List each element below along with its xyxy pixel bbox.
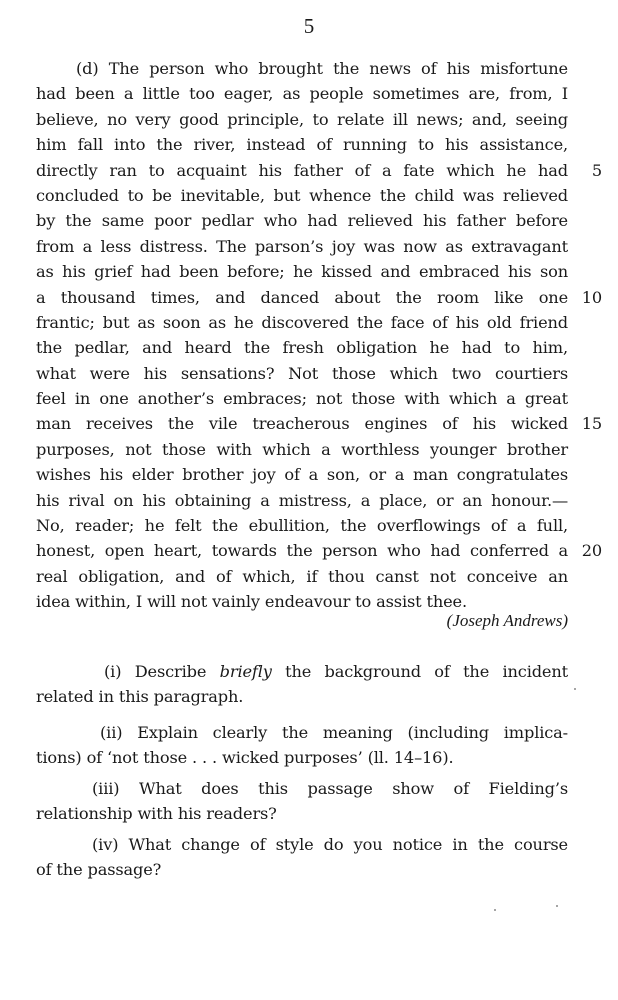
line-number: 15 (581, 414, 602, 434)
passage-line: idea within, I will not vainly endeavour to assist thee. (36, 592, 467, 612)
passage-line: what were his sensations? Not those which two courtiers (36, 363, 568, 383)
passage-line: honest, open heart, towards the person who had conferred a 20 (36, 538, 568, 563)
passage-line: directly ran to acquaint his father of a fate which he had 5 (36, 158, 568, 183)
source-citation: (Joseph Andrews) (446, 611, 568, 630)
scan-speck (556, 905, 558, 907)
line-number: 20 (581, 541, 602, 561)
passage-line: (d) The person who brought the news of his misfortune (76, 59, 568, 78)
passage-line: by the same poor pedlar who had relieved his father before (36, 211, 568, 231)
passage-line: him fall into the river, instead of running to his assistance, (36, 135, 568, 155)
passage-line: feel in one another’s embraces; not those with which a great (36, 389, 568, 409)
question-line: related in this paragraph. (36, 687, 244, 706)
question-line: of the passage? (36, 860, 162, 879)
passage-line: purposes, not those with which a worthless younger brother (36, 439, 568, 459)
passage-line: real obligation, and of which, if thou canst not conceive an (36, 566, 568, 586)
question-line: (ii) Explain clearly the meaning (including implica- (100, 723, 568, 742)
passage-line: No, reader; he felt the ebullition, the overflowings of a full, (36, 516, 568, 536)
question-line: (iii) What does this passage show of Fielding’s (92, 779, 568, 798)
question-line: (i) Describe briefly the background of the incident (104, 662, 568, 681)
question-iii (36, 776, 568, 826)
questions (36, 659, 568, 888)
question-iv (36, 832, 568, 882)
scan-speck (574, 688, 576, 690)
passage-line: man receives the vile treacherous engines of his wicked 15 (36, 411, 568, 436)
passage-line: wishes his elder brother joy of a son, or a man congratulates (36, 465, 568, 485)
passage-line: as his grief had been before; he kissed and embraced his son (36, 262, 568, 282)
passage-line: the pedlar, and heard the fresh obligation he had to him, (36, 338, 568, 358)
question-line: relationship with his readers? (36, 804, 277, 823)
question-ii (36, 720, 568, 770)
question-i (36, 659, 568, 709)
emphasis-text: briefly (219, 662, 272, 681)
passage-line: had been a little too eager, as people sometimes are, from, I (36, 84, 568, 104)
passage-line: from a less distress. The parson’s joy was now as extravagant (36, 236, 568, 256)
question-line: (iv) What change of style do you notice in the course (92, 835, 568, 854)
line-number: 10 (581, 287, 602, 307)
line-number: 5 (591, 160, 602, 180)
passage (36, 56, 602, 615)
page-number: 5 (303, 14, 315, 38)
passage-line: believe, no very good principle, to relate ill news; and, seeing (36, 109, 568, 129)
scan-speck (494, 909, 496, 911)
question-line: tions) of ‘not those . . . wicked purposes’ (ll. 14–16). (36, 748, 454, 767)
passage-line: frantic; but as soon as he discovered the face of his old friend (36, 312, 568, 332)
passage-line: concluded to be inevitable, but whence the child was relieved (36, 185, 568, 205)
passage-line: his rival on his obtaining a mistress, a place, or an honour.— (36, 490, 568, 510)
passage-line: a thousand times, and danced about the room like one 10 (36, 285, 568, 310)
